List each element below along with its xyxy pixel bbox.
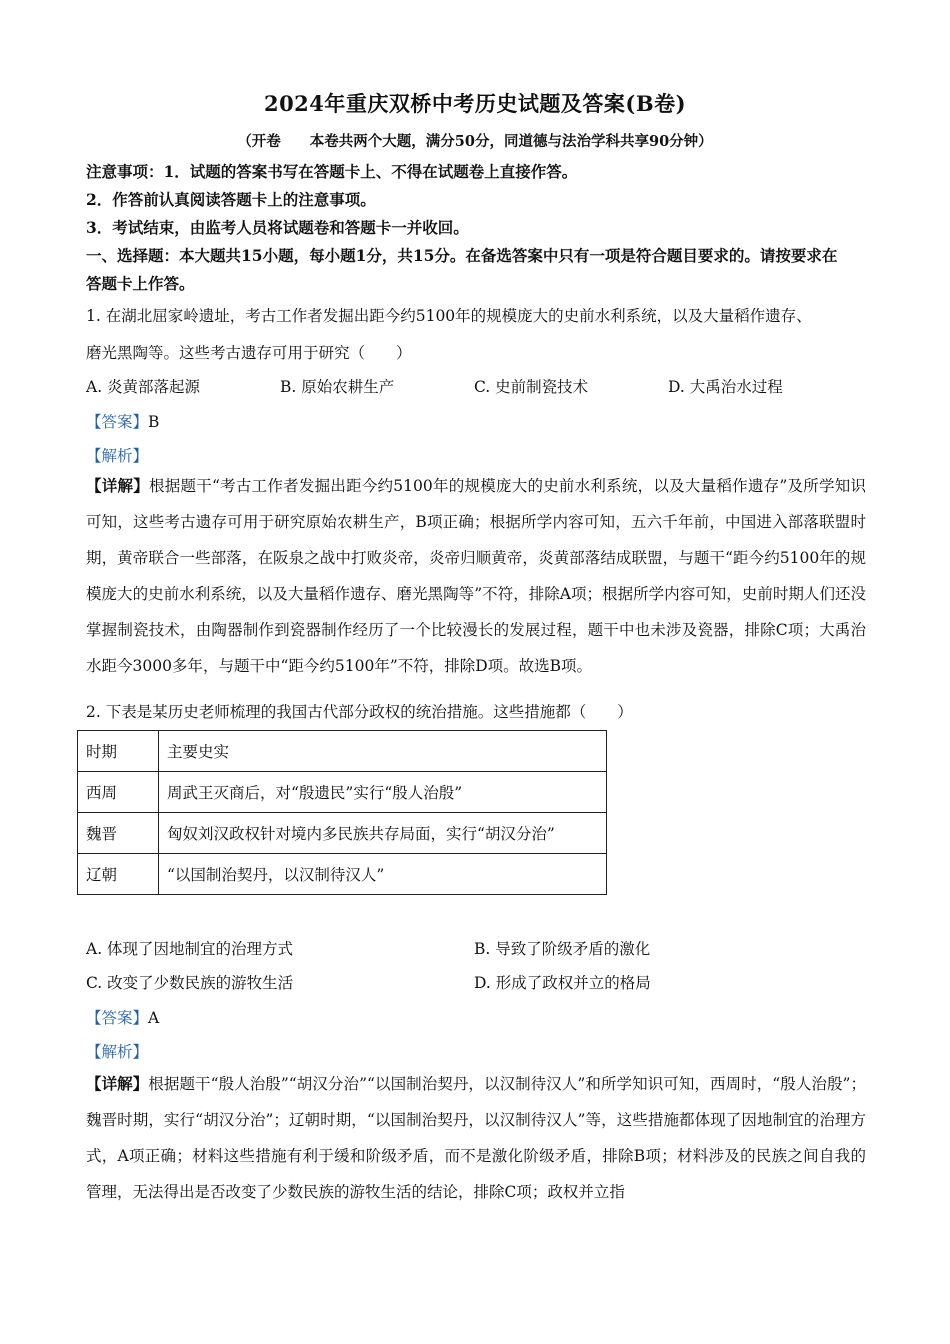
table-cell-period: 魏晋 [78,813,159,854]
table-header-row [78,731,607,772]
q2-detail-text: 根据题干“殷人治殷”“胡汉分治”“以国制治契丹，以汉制待汉人”和所学知识可知，西周时，“殷人治殷”；魏晋时期，实行“胡汉分治”；辽朝时期，“以国制治契丹，以汉制待汉人”等，这些措施都体现了因地制宜的治理方式，A项正确；材料这些措施有利于缓和阶级矛盾，而不是激化阶级矛盾，排除B项；材料涉及的民族之间自我的管理，无法得出是否改变了少数民族的游牧生活的结论，排除C项；政权并立指 [86,1075,866,1201]
q1-answer [86,410,159,432]
q2-answer-label: 【答案】 [86,1009,149,1027]
q1-option-d: D. 大禹治水过程 [668,378,783,396]
q1-answer-label: 【答案】 [86,413,149,431]
table-cell-fact: “以国制治契丹，以汉制待汉人” [159,854,607,895]
table-cell-fact: 匈奴刘汉政权针对境内多民族共存局面，实行“胡汉分治” [159,813,607,854]
q1-option-c: C. 史前制瓷技术 [474,378,589,396]
table-row [78,854,607,895]
section-heading-line-2: 答题卡上作答。 [86,274,195,293]
q2-option-a: A. 体现了因地制宜的治理方式 [86,940,294,958]
q1-option-b: B. 原始农耕生产 [280,378,395,396]
note-line-1: 注意事项：1．试题的答案书写在答题卡上、不得在试题卷上直接作答。 [86,162,578,181]
table-cell-period: 辽朝 [78,854,159,895]
q2-option-c: C. 改变了少数民族的游牧生活 [86,974,294,992]
q1-stem-line-2: 磨光黑陶等。这些考古遗存可用于研究（ ） [86,344,412,362]
q2-detail [86,1066,866,1210]
q2-stem: 2. 下表是某历史老师梳理的我国古代部分政权的统治措施。这些措施都（ ） [86,703,633,721]
q1-analysis-label: 【解析】 [86,447,149,465]
table-cell-period: 西周 [78,772,159,813]
q2-history-table [77,730,607,895]
table-cell-fact: 周武王灭商后，对“殷遗民”实行“殷人治殷” [159,772,607,813]
q2-analysis-label: 【解析】 [86,1043,149,1061]
table-header-cell: 主要史实 [159,731,607,772]
table-row [78,813,607,854]
note-line-2: 2．作答前认真阅读答题卡上的注意事项。 [86,190,376,209]
table-row [78,772,607,813]
table-header-cell: 时期 [78,731,159,772]
q2-option-d: D. 形成了政权并立的格局 [474,974,651,992]
q1-stem-line-1: 1. 在湖北屈家岭遗址，考古工作者发掘出距今约5100年的规模庞大的史前水利系统，以及大量稻作遗存、 [86,307,812,325]
q1-detail [86,468,866,684]
q2-answer-value: A [148,1009,160,1027]
page-subtitle: （开卷 本卷共两个大题，满分50分，同道德与法治学科共享90分钟） [237,133,713,150]
q2-option-b: B. 导致了阶级矛盾的激化 [474,940,651,958]
page-title: 2024年重庆双桥中考历史试题及答案(B卷) [263,91,687,116]
q1-detail-text: 根据题干“考古工作者发掘出距今约5100年的规模庞大的史前水利系统，以及大量稻作遗存”及所学知识可知，这些考古遗存可用于研究原始农耕生产，B项正确；根据所学内容可知，五六千年前，中国进入部落联盟时期，黄帝联合一些部落，在阪泉之战中打败炎帝，炎帝归顺黄帝，炎黄部落结成联盟，与题干“距今约5100年的规模庞大的史前水利系统，以及大量稻作遗存、磨光黑陶等”不符，排除A项；根据所学内容可知，史前时期人们还没掌握制瓷技术，由陶器制作到瓷器制作经历了一个比较漫长的发展过程，题干中也未涉及瓷器，排除C项；大禹治水距今3000多年，与题干中“距今约5100年”不符，排除D项。故选B项。 [86,477,866,675]
q1-detail-label: 【详解】 [86,476,149,495]
q1-option-a: A. 炎黄部落起源 [86,378,201,396]
q2-detail-label: 【详解】 [86,1074,149,1093]
q1-answer-value: B [148,413,160,431]
section-heading-line-1: 一、选择题：本大题共15小题，每小题1分，共15分。在备选答案中只有一项是符合题目要求的。请按要求在 [86,246,838,265]
q2-answer [86,1006,159,1028]
note-line-3: 3．考试结束，由监考人员将试题卷和答题卡一并收回。 [86,218,469,237]
